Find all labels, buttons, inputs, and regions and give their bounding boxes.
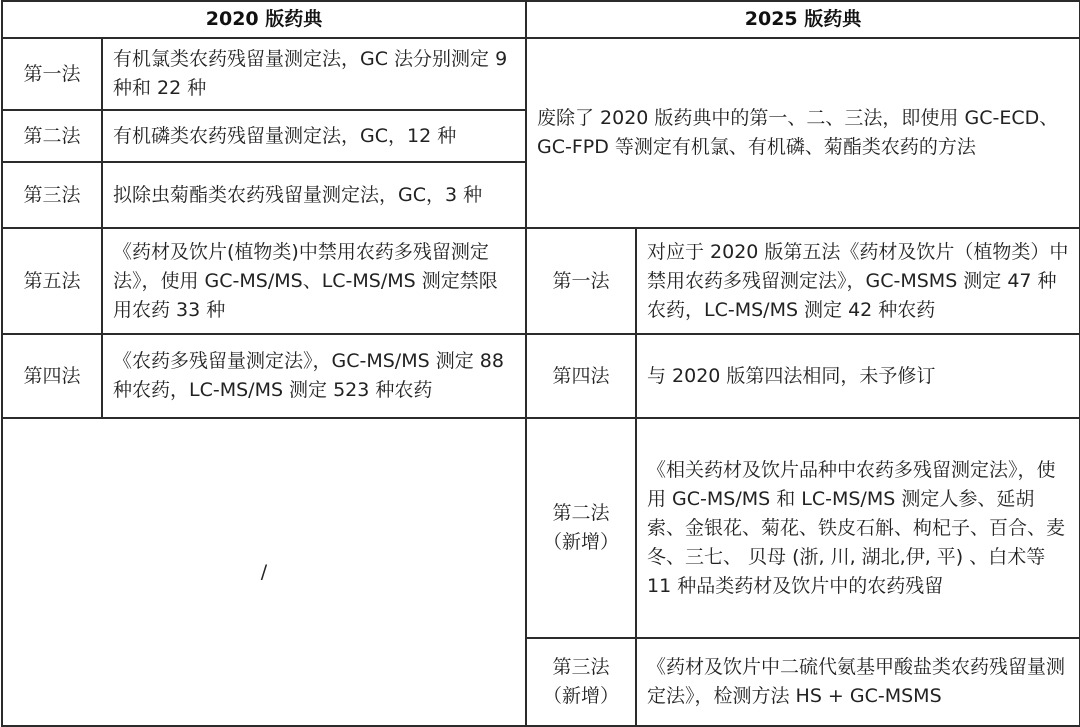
row-label-2025-method2 <box>526 418 636 638</box>
row-text-2020-method2: 有机磷类农药残留量测定法，GC，12 种 <box>102 110 526 162</box>
row-label-2020-method5: 第五法 <box>2 228 102 334</box>
row-label-2025-method1: 第一法 <box>526 228 636 334</box>
row-label-2025-method4: 第四法 <box>526 334 636 418</box>
row-label-2020-method3: 第三法 <box>2 162 102 228</box>
row-text-2020-method3: 拟除虫菊酯类农药残留量测定法，GC，3 种 <box>102 162 526 228</box>
table-row <box>2 38 1080 110</box>
header-2025: 2025 版药典 <box>526 1 1080 38</box>
header-row <box>2 1 1080 38</box>
row-label-2020-method4: 第四法 <box>2 334 102 418</box>
table-row <box>2 334 1080 418</box>
row-text-2020-method5: 《药材及饮片(植物类)中禁用农药多残留测定法》，使用 GC-MS/MS、LC-MS/MS 测定禁限用农药 33 种 <box>102 228 526 334</box>
header-2020: 2020 版药典 <box>2 1 526 38</box>
row-text-2025-method3: 《药材及饮片中二硫代氨基甲酸盐类农药残留量测定法》，检测方法 HS + GC-MSMS <box>636 638 1080 726</box>
new-badge: （新增） <box>542 685 619 707</box>
row-label-2020-method1: 第一法 <box>2 38 102 110</box>
row-text-2025-method4: 与 2020 版第四法相同，未予修订 <box>636 334 1080 418</box>
method-label: 第二法 <box>552 502 610 524</box>
merged-2025-note: 废除了 2020 版药典中的第一、二、三法，即使用 GC-ECD、GC-FPD 等测定有机氯、有机磷、菊酯类农药的方法 <box>526 38 1080 228</box>
table-row <box>2 228 1080 334</box>
empty-2020-cell: / <box>2 418 526 726</box>
method-label: 第三法 <box>552 656 610 678</box>
row-text-2020-method4: 《农药多残留量测定法》，GC-MS/MS 测定 88 种农药，LC-MS/MS 测定 523 种农药 <box>102 334 526 418</box>
row-text-2025-method2: 《相关药材及饮片品种中农药多残留测定法》，使用 GC-MS/MS 和 LC-MS/MS 测定人参、延胡索、金银花、菊花、铁皮石斛、枸杞子、百合、麦冬、三七、 贝母 (浙, 川, 湖北,伊, 平) 、白术等 11 种品类药材及饮片中的农药残留 <box>636 418 1080 638</box>
pharmacopoeia-comparison-table <box>1 0 1080 727</box>
row-text-2025-method1: 对应于 2020 版第五法《药材及饮片（植物类）中禁用农药多残留测定法》，GC-MSMS 测定 47 种农药，LC-MS/MS 测定 42 种农药 <box>636 228 1080 334</box>
new-badge: （新增） <box>542 531 619 553</box>
row-label-2025-method3 <box>526 638 636 726</box>
row-label-2020-method2: 第二法 <box>2 110 102 162</box>
row-text-2020-method1: 有机氯类农药残留量测定法，GC 法分别测定 9 种和 22 种 <box>102 38 526 110</box>
table-row <box>2 418 1080 638</box>
